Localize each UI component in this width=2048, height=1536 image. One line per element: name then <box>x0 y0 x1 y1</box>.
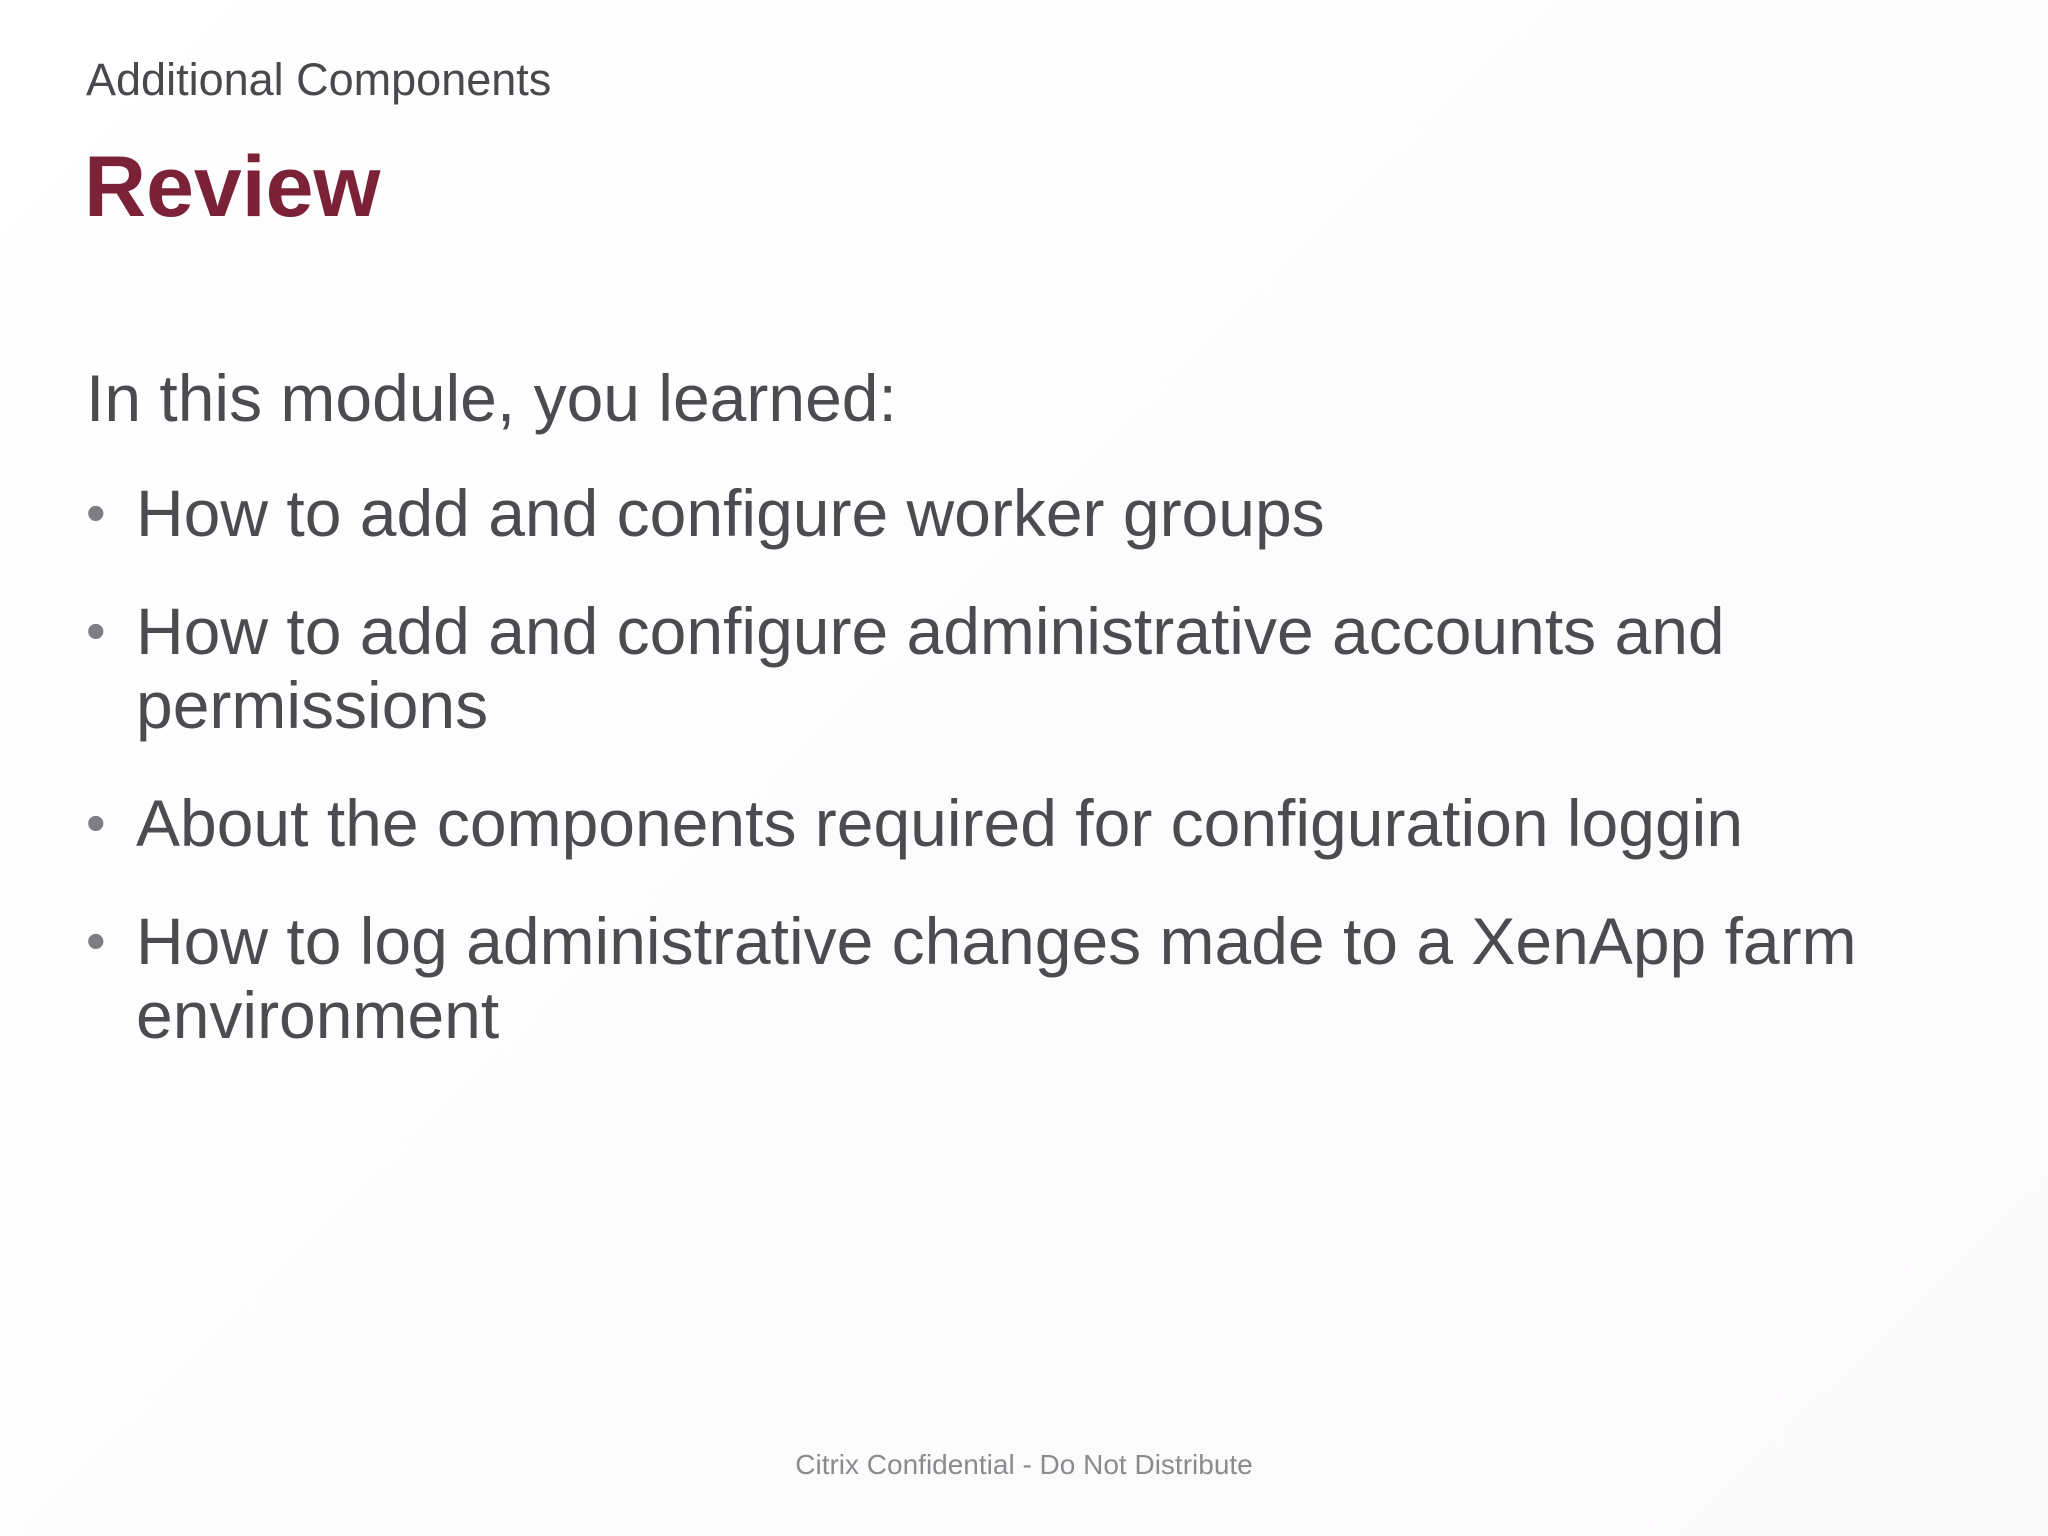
bullet-item <box>86 904 1986 1052</box>
bullet-dot-icon: • <box>86 481 106 544</box>
bullet-dot-icon: • <box>86 791 106 854</box>
bullet-text: About the components required for configuration loggin <box>136 786 1744 860</box>
bullet-dot-icon: • <box>86 599 106 662</box>
slide-title: Review <box>84 139 381 235</box>
section-label: Additional Components <box>86 54 552 105</box>
bullet-text: How to log administrative changes made to a XenApp farm environment <box>136 904 1857 1052</box>
bullet-dot-icon: • <box>86 909 106 972</box>
bullet-text: How to add and configure administrative accounts and permissions <box>136 594 1725 742</box>
bullet-list <box>86 476 1986 1096</box>
confidential-footer: Citrix Confidential - Do Not Distribute <box>795 1449 1253 1480</box>
bullet-item <box>86 594 1986 742</box>
bullet-text: How to add and configure worker groups <box>136 476 1325 550</box>
bullet-item <box>86 786 1986 860</box>
bullet-item <box>86 476 1986 550</box>
intro-text: In this module, you learned: <box>86 361 897 435</box>
